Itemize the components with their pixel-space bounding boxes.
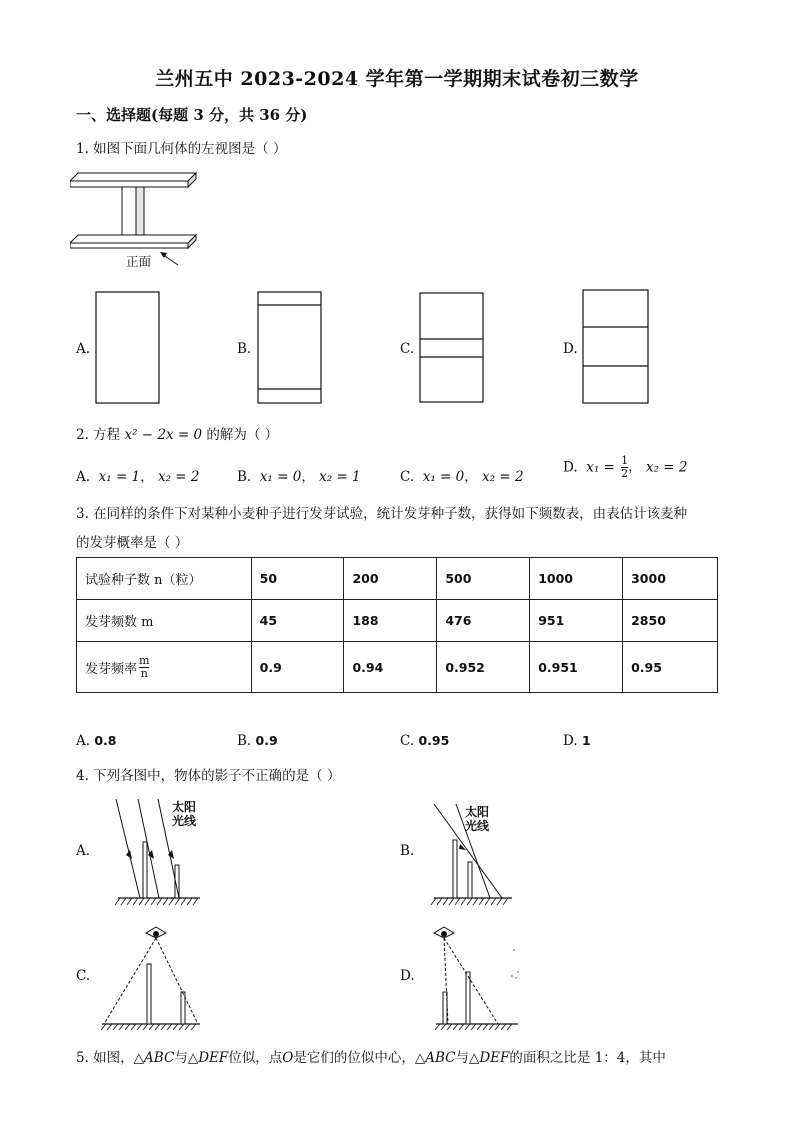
table-cell: 0.95 [623,642,718,693]
q3-option-b-letter: B. [237,733,252,749]
q3-option-c-value: 0.95 [418,733,450,748]
q3-option-c-letter: C. [400,733,415,749]
table-cell: 200 [344,558,437,600]
table-cell: 2850 [623,600,718,642]
q5-stem-prefix: 5. 如图， [76,1050,134,1066]
q3-option-a[interactable] [76,733,117,749]
q4-option-a-letter[interactable]: A. [76,843,91,859]
q2-stem-suffix: 的解为（ ） [206,427,279,443]
table-cell: 476 [437,600,530,642]
q2-stem-prefix: 2. 方程 [76,427,121,443]
question-5-stem [76,1046,666,1066]
question-3-stem-line1: 3. 在同样的条件下对某种小麦种子进行发芽试验，统计发芽种子数，获得如下频数表，由表估计该麦种 [76,506,688,522]
q2-option-d[interactable]: D. x₁ = $\frac{1}{2}$ ， x₂ = 2 [563,454,688,480]
table-row-label: 试验种子数 n（粒） [77,558,252,600]
q1-option-d-letter[interactable]: D. [563,341,578,357]
q1-option-c-figure [419,292,485,404]
table-cell: 0.9 [251,642,344,693]
table-row-label [77,642,252,693]
q2-option-c[interactable]: C. x₁ = 0， x₂ = 2 [400,469,524,485]
q3-option-a-letter: A. [76,733,91,749]
q2-option-a-x2: x₂ = 2 [157,469,200,485]
q4-option-b-letter[interactable]: B. [400,843,415,859]
q2-option-b-x2: x₂ = 1 [319,469,361,485]
q4-option-c-figure [98,920,208,1032]
q4-option-d-letter[interactable]: D. [400,968,415,984]
q3-option-c[interactable] [400,733,449,749]
q3-option-d[interactable] [563,733,591,749]
q2-option-a-x1: x₁ = 1 [98,469,141,485]
fraction-denominator: n [140,666,148,680]
q1-option-c-letter[interactable]: C. [400,341,415,357]
table-row [77,600,718,642]
q2-option-c-x1: x₁ = 0 [422,469,465,485]
table-cell: 0.94 [344,642,437,693]
question-3-stem-line2: 的发芽概率是（ ） [76,535,189,551]
row3-label-text: 发芽频率 [85,661,138,677]
q5-conjunction-2: 与 [455,1050,469,1066]
q2-option-a[interactable]: A. x₁ = 1， x₂ = 2 [76,469,200,485]
q2-option-d-x1: x₁ = [586,459,615,476]
sun-label-line1: 太阳 [172,800,197,814]
q1-option-b-figure [257,291,323,404]
q5-triangle-abc: △ABC [133,1050,175,1066]
frequency-table [76,557,718,693]
question-1-stem: 1. 如图下面几何体的左视图是（ ） [76,141,287,157]
q2-option-c-x2: x₂ = 2 [482,469,524,485]
q5-conjunction: 与 [174,1050,188,1066]
section-heading-choice: 一、选择题(每题 3 分，共 36 分) [76,106,308,124]
q3-option-b[interactable] [237,733,278,749]
q1-option-a-letter[interactable]: A. [76,341,91,357]
q5-triangle-abc-2: △ABC [414,1050,456,1066]
fraction-numerator: m [139,653,150,667]
table-row [77,642,718,693]
q5-triangle-def-2: △DEF [468,1050,510,1066]
fraction-denominator: 2 [621,467,629,480]
q2-option-d-letter: D. [563,459,578,476]
q2-option-c-letter: C. [400,469,415,485]
fraction-numerator: 1 [621,454,629,467]
sun-label-line2: 光线 [172,814,197,828]
m-over-n-fraction [139,655,149,680]
front-view-label: 正面 [126,254,152,269]
q5-text-mid2: 是它们的位似中心， [293,1050,415,1066]
q5-text-tail: 的面积之比是 1：4，其中 [509,1050,666,1066]
q1-option-a-figure [95,291,161,404]
table-row-label: 发芽频数 m [77,600,252,642]
q3-option-a-value: 0.8 [94,733,117,748]
sun-label-line1: 太阳 [465,805,490,819]
page-title: 兰州五中 2023-2024 学年第一学期期末试卷初三数学 [155,68,639,90]
q4-option-a-sun-label [172,800,196,828]
q2-option-a-letter: A. [76,469,91,485]
q2-equation: x² − 2x = 0 [124,427,203,443]
question-2-stem [76,423,278,443]
table-cell: 3000 [623,558,718,600]
table-cell: 500 [437,558,530,600]
q2-option-d-x2: x₂ = 2 [645,459,688,476]
table-cell: 0.952 [437,642,530,693]
q5-triangle-def: △DEF [187,1050,229,1066]
table-row [77,558,718,600]
q4-option-b-sun-label [465,805,489,833]
q1-option-d-figure [582,289,650,405]
q4-option-c-letter[interactable]: C. [76,968,91,984]
q3-option-d-letter: D. [563,733,578,749]
q2-option-b[interactable]: B. x₁ = 0， x₂ = 1 [237,469,361,485]
q5-point-o: O [282,1050,294,1066]
q5-text-mid: 位似，点 [228,1050,283,1066]
table-cell: 188 [344,600,437,642]
sun-label-line2: 光线 [465,819,490,833]
q3-option-b-value: 0.9 [255,733,278,748]
q2-option-b-letter: B. [237,469,252,485]
q3-option-d-value: 1 [581,733,591,748]
question-4-stem: 4. 下列各图中，物体的影子不正确的是（ ） [76,768,341,784]
q4-option-a-figure [100,795,220,910]
table-cell: 0.951 [530,642,623,693]
table-cell: 951 [530,600,623,642]
q2-option-d-fraction [621,455,628,480]
table-cell: 50 [251,558,344,600]
q2-option-b-x1: x₁ = 0 [259,469,302,485]
table-cell: 45 [251,600,344,642]
q4-option-d-figure [420,920,530,1032]
table-cell: 1000 [530,558,623,600]
q1-option-b-letter[interactable]: B. [237,341,252,357]
